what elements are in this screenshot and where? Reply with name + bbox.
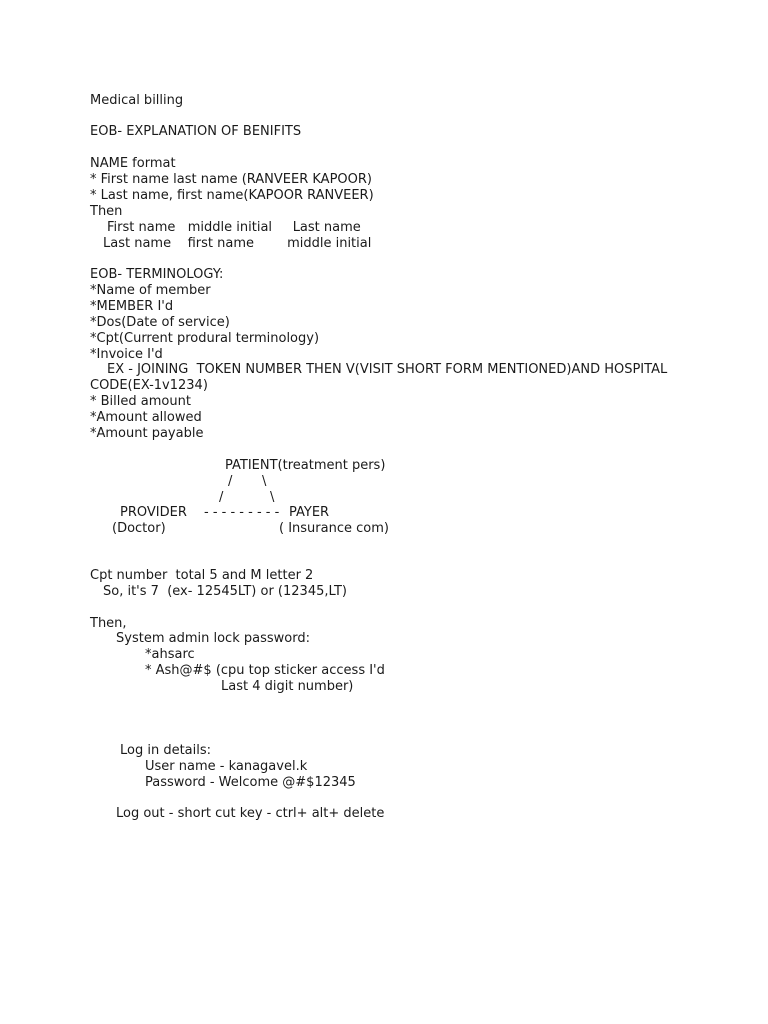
text-line: Then (90, 204, 123, 219)
text-line: EOB- TERMINOLOGY: (90, 267, 224, 282)
text-line: / (228, 474, 233, 489)
text-line: NAME format (90, 156, 176, 171)
text-line: *ahsarc (145, 647, 195, 662)
text-line: PATIENT(treatment pers) (225, 458, 386, 473)
text-line: So, it's 7 (ex- 12545LT) or (12345,LT) (103, 584, 347, 599)
text-line: Log out - short cut key - ctrl+ alt+ delete (116, 806, 385, 821)
text-line: Log in details: (120, 743, 212, 758)
text-line: First name middle initial Last name (107, 220, 361, 235)
text-line: *MEMBER I'd (90, 299, 174, 314)
text-line: Then, (90, 616, 127, 631)
text-line: / (219, 490, 224, 505)
text-line: User name - kanagavel.k (145, 759, 308, 774)
text-line: PROVIDER (120, 505, 187, 520)
text-line: Password - Welcome @#$12345 (145, 775, 356, 790)
text-line: CODE(EX-1v1234) (90, 378, 208, 393)
text-line: System admin lock password: (116, 631, 310, 646)
text-line: ( Insurance com) (279, 521, 389, 536)
text-line: \ (270, 490, 275, 505)
text-line: * Ash@#$ (cpu top sticker access I'd (145, 663, 385, 678)
text-line: \ (262, 474, 267, 489)
text-line: *Dos(Date of service) (90, 315, 230, 330)
text-line: * Last name, first name(KAPOOR RANVEER) (90, 188, 374, 203)
text-line: *Amount payable (90, 426, 204, 441)
text-line: *Name of member (90, 283, 211, 298)
text-line: EX - JOINING TOKEN NUMBER THEN V(VISIT SHORT FORM MENTIONED)AND HOSPITAL (107, 362, 668, 377)
text-line: Medical billing (90, 93, 184, 108)
text-line: * Billed amount (90, 394, 191, 409)
text-line: Cpt number total 5 and M letter 2 (90, 568, 314, 583)
text-line: *Invoice I'd (90, 347, 163, 362)
text-line: *Amount allowed (90, 410, 202, 425)
text-line: *Cpt(Current produral terminology) (90, 331, 320, 346)
text-line: - - - - - - - - - (204, 505, 280, 520)
text-line: EOB- EXPLANATION OF BENIFITS (90, 124, 302, 139)
text-line: PAYER (289, 505, 330, 520)
text-line: Last 4 digit number) (221, 679, 354, 694)
text-line: Last name first name middle initial (103, 236, 372, 251)
text-line: * First name last name (RANVEER KAPOOR) (90, 172, 372, 187)
text-line: (Doctor) (112, 521, 166, 536)
